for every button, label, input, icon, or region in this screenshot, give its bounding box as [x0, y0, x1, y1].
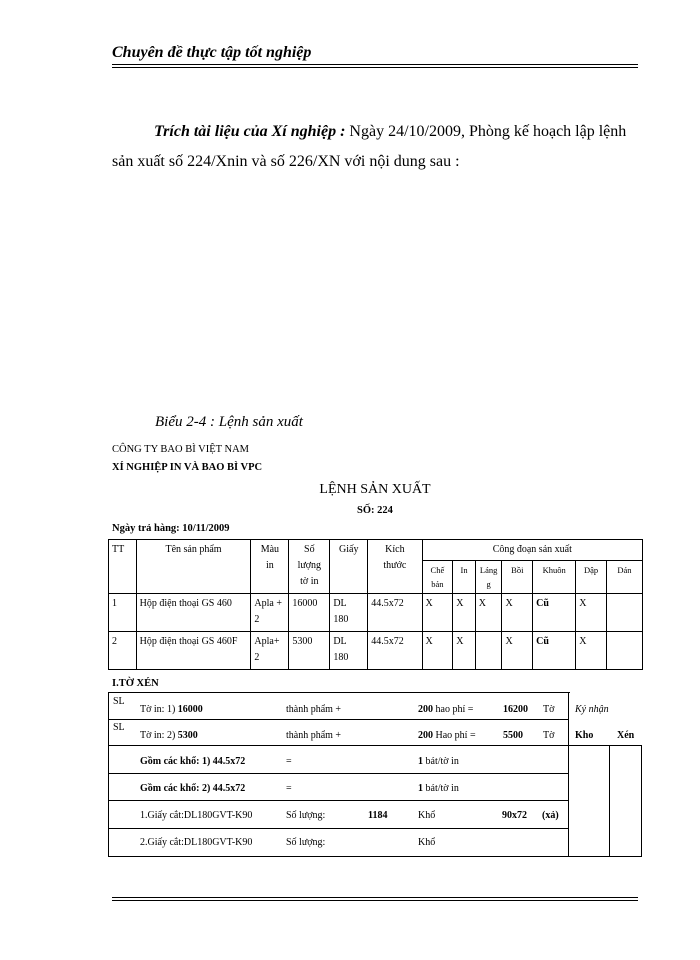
row-che: X: [422, 594, 453, 632]
sl-label-2: SL: [113, 722, 125, 733]
row-dan: [606, 594, 642, 632]
row-paper-l2: 180: [333, 652, 349, 663]
row-boi: X: [502, 594, 533, 632]
sheet-waste-1-label: hao phí =: [435, 704, 474, 715]
header-tt: TT: [109, 540, 137, 594]
sheet-total-1: 16200: [503, 704, 528, 715]
document-header-title: Chuyên đề thực tập tốt nghiệp: [112, 44, 312, 61]
sizes-1-label: Gồm các khổ: 1) 44.5x72: [140, 756, 246, 767]
sheet-total-2: 5500: [503, 730, 523, 741]
row-quantity: 5300: [289, 632, 330, 670]
stage-lang: [475, 561, 502, 594]
sheet-unit-1: Tờ: [543, 704, 555, 715]
block-rule: [108, 745, 642, 746]
block-rule: [108, 692, 570, 693]
stage-khuon: Khuôn: [533, 561, 576, 594]
block-rule: [108, 856, 642, 857]
row-color-l2: 2: [254, 652, 260, 663]
footer-rule-double: [112, 900, 638, 901]
sheet-print-1-value: 16000: [177, 704, 203, 715]
row-tt: 2: [109, 632, 137, 670]
row-khuon: Cũ: [533, 632, 576, 670]
order-title: LỆNH SẢN XUẤT: [319, 482, 431, 497]
production-table: [108, 539, 643, 670]
row-lang: X: [475, 594, 502, 632]
row-boi: X: [502, 632, 533, 670]
sign-xen: Xén: [617, 730, 635, 741]
header-color-l2: in: [265, 560, 274, 571]
sheet-print-1-label: [140, 704, 203, 715]
row-quantity: 16000: [289, 594, 330, 632]
header-rule-double: [112, 67, 638, 68]
sheet-waste-2: [418, 730, 476, 741]
sizes-1-bat-value: 1: [418, 756, 423, 767]
paper-cut-2-name: 2.Giấy cắt:DL180GVT-K90: [140, 837, 253, 848]
sign-kho: Kho: [575, 730, 594, 741]
figure-caption: Biểu 2-4 : Lệnh sản xuất: [155, 414, 303, 430]
row-khuon: Cũ: [533, 594, 576, 632]
paper-cut-1-qty-label: Số lượng:: [286, 810, 326, 821]
header-size-l2: thước: [383, 560, 407, 571]
paper-cut-1-kho: Khổ: [418, 810, 436, 821]
row-paper: [330, 594, 368, 632]
sheet-unit-2: Tờ: [543, 730, 555, 741]
header-qty-l3: tờ in: [300, 576, 319, 587]
header-stages: Công đoạn sản xuất: [422, 540, 642, 561]
header-rule: [112, 64, 638, 65]
sizes-1-eq: =: [286, 756, 292, 767]
paper-cut-1-size: 90x72: [502, 810, 527, 821]
table-row: [109, 594, 643, 632]
block-rule: [641, 745, 642, 857]
table-row: [109, 632, 643, 670]
header-quantity: [289, 540, 330, 594]
block-rule: [568, 692, 569, 857]
row-dan: [606, 632, 642, 670]
row-lang: [475, 632, 502, 670]
header-color: [251, 540, 289, 594]
header-size: [368, 540, 422, 594]
stage-che-l2: bản: [431, 579, 444, 589]
row-color-l2: 2: [254, 614, 260, 625]
row-tt: 1: [109, 594, 137, 632]
sheet-print-2-text: Tờ in: 2): [140, 730, 176, 741]
block-rule: [108, 800, 568, 801]
row-size: 44.5x72: [368, 632, 422, 670]
due-date: Ngày trả hàng: 10/11/2009: [112, 523, 230, 534]
sign-label: Ký nhận: [575, 704, 609, 715]
row-product-name: Hộp điện thoại GS 460: [136, 594, 251, 632]
row-color-l1: Apla +: [254, 598, 282, 609]
paper-cut-1-qty: 1184: [368, 810, 388, 821]
row-product-name: Hộp điện thoại GS 460F: [136, 632, 251, 670]
section-to-xen: I.TỜ XÉN: [112, 678, 159, 689]
sheet-waste-2-value: 200: [418, 730, 433, 741]
row-color-l1: Apla+: [254, 636, 280, 647]
sizes-2-bat-value: 1: [418, 783, 423, 794]
sheet-print-1-text: Tờ in: 1): [140, 704, 176, 715]
stage-boi: Bồi: [502, 561, 533, 594]
sheet-print-2-value: 5300: [177, 730, 198, 741]
intro-text-line1: Ngày 24/10/2009, Phòng kế hoạch lập lệnh: [345, 123, 627, 140]
row-dap: X: [576, 594, 607, 632]
row-paper-l2: 180: [333, 614, 349, 625]
sheet-finished-1: thành phẩm +: [286, 704, 342, 715]
row-paper: [330, 632, 368, 670]
row-color: [251, 632, 289, 670]
sizes-1-bat-unit: bát/tờ in: [425, 756, 459, 767]
stage-che-l1: Chế: [430, 565, 445, 575]
footer-rule: [112, 897, 638, 898]
row-size: 44.5x72: [368, 594, 422, 632]
block-rule: [108, 719, 569, 720]
block-rule: [108, 828, 568, 829]
row-paper-l1: DL: [333, 636, 347, 647]
company-name: CÔNG TY BAO BÌ VIỆT NAM: [112, 444, 249, 455]
paper-cut-1-xa: (xả): [542, 810, 559, 821]
intro-paragraph: [112, 117, 642, 177]
stage-che-ban: [422, 561, 453, 594]
paper-cut-2-kho: Khổ: [418, 837, 436, 848]
sizes-2-bat-unit: bát/tờ in: [425, 783, 459, 794]
sheet-print-2-label: [140, 730, 198, 741]
block-rule: [108, 692, 109, 857]
factory-name: XÍ NGHIỆP IN VÀ BAO BÌ VPC: [112, 462, 263, 473]
header-qty-l2: lượng: [297, 560, 322, 571]
header-qty-l1: Số: [304, 544, 315, 555]
row-in: X: [453, 632, 476, 670]
sheet-waste-1: [418, 704, 473, 715]
block-rule: [609, 745, 610, 857]
header-paper: Giấy: [330, 540, 368, 594]
sizes-2-bat: [418, 783, 459, 794]
order-number: SỐ: 224: [357, 505, 393, 516]
header-product-name: Tên sản phẩm: [136, 540, 251, 594]
intro-text-line2: sản xuất số 224/Xnin và số 226/XN với nội dung sau :: [112, 153, 460, 170]
sheet-waste-1-value: 200: [418, 704, 433, 715]
sheet-finished-2: thành phẩm +: [286, 730, 342, 741]
row-dap: X: [576, 632, 607, 670]
row-paper-l1: DL: [333, 598, 347, 609]
sizes-1-bat: [418, 756, 459, 767]
intro-lead: Trích tài liệu của Xí nghiệp :: [154, 123, 346, 140]
sizes-2-label: Gồm các khổ: 2) 44.5x72: [140, 783, 246, 794]
header-size-l1: Kích: [385, 544, 405, 555]
header-color-l1: Màu: [260, 544, 280, 555]
sizes-2-eq: =: [286, 783, 292, 794]
table-header-row: [109, 540, 643, 561]
block-rule: [108, 773, 568, 774]
paper-cut-2-qty-label: Số lượng:: [286, 837, 326, 848]
paper-cut-1-name: 1.Giấy cắt:DL180GVT-K90: [140, 810, 253, 821]
row-in: X: [453, 594, 476, 632]
sl-label-1: SL: [113, 696, 125, 707]
row-color: [251, 594, 289, 632]
stage-dap: Dập: [576, 561, 607, 594]
row-che: X: [422, 632, 453, 670]
stage-lang-l1: Láng: [479, 565, 498, 575]
stage-lang-l2: g: [486, 579, 491, 589]
stage-dan: Dán: [606, 561, 642, 594]
stage-in: In: [453, 561, 476, 594]
sheet-waste-2-label: Hao phí =: [435, 730, 476, 741]
